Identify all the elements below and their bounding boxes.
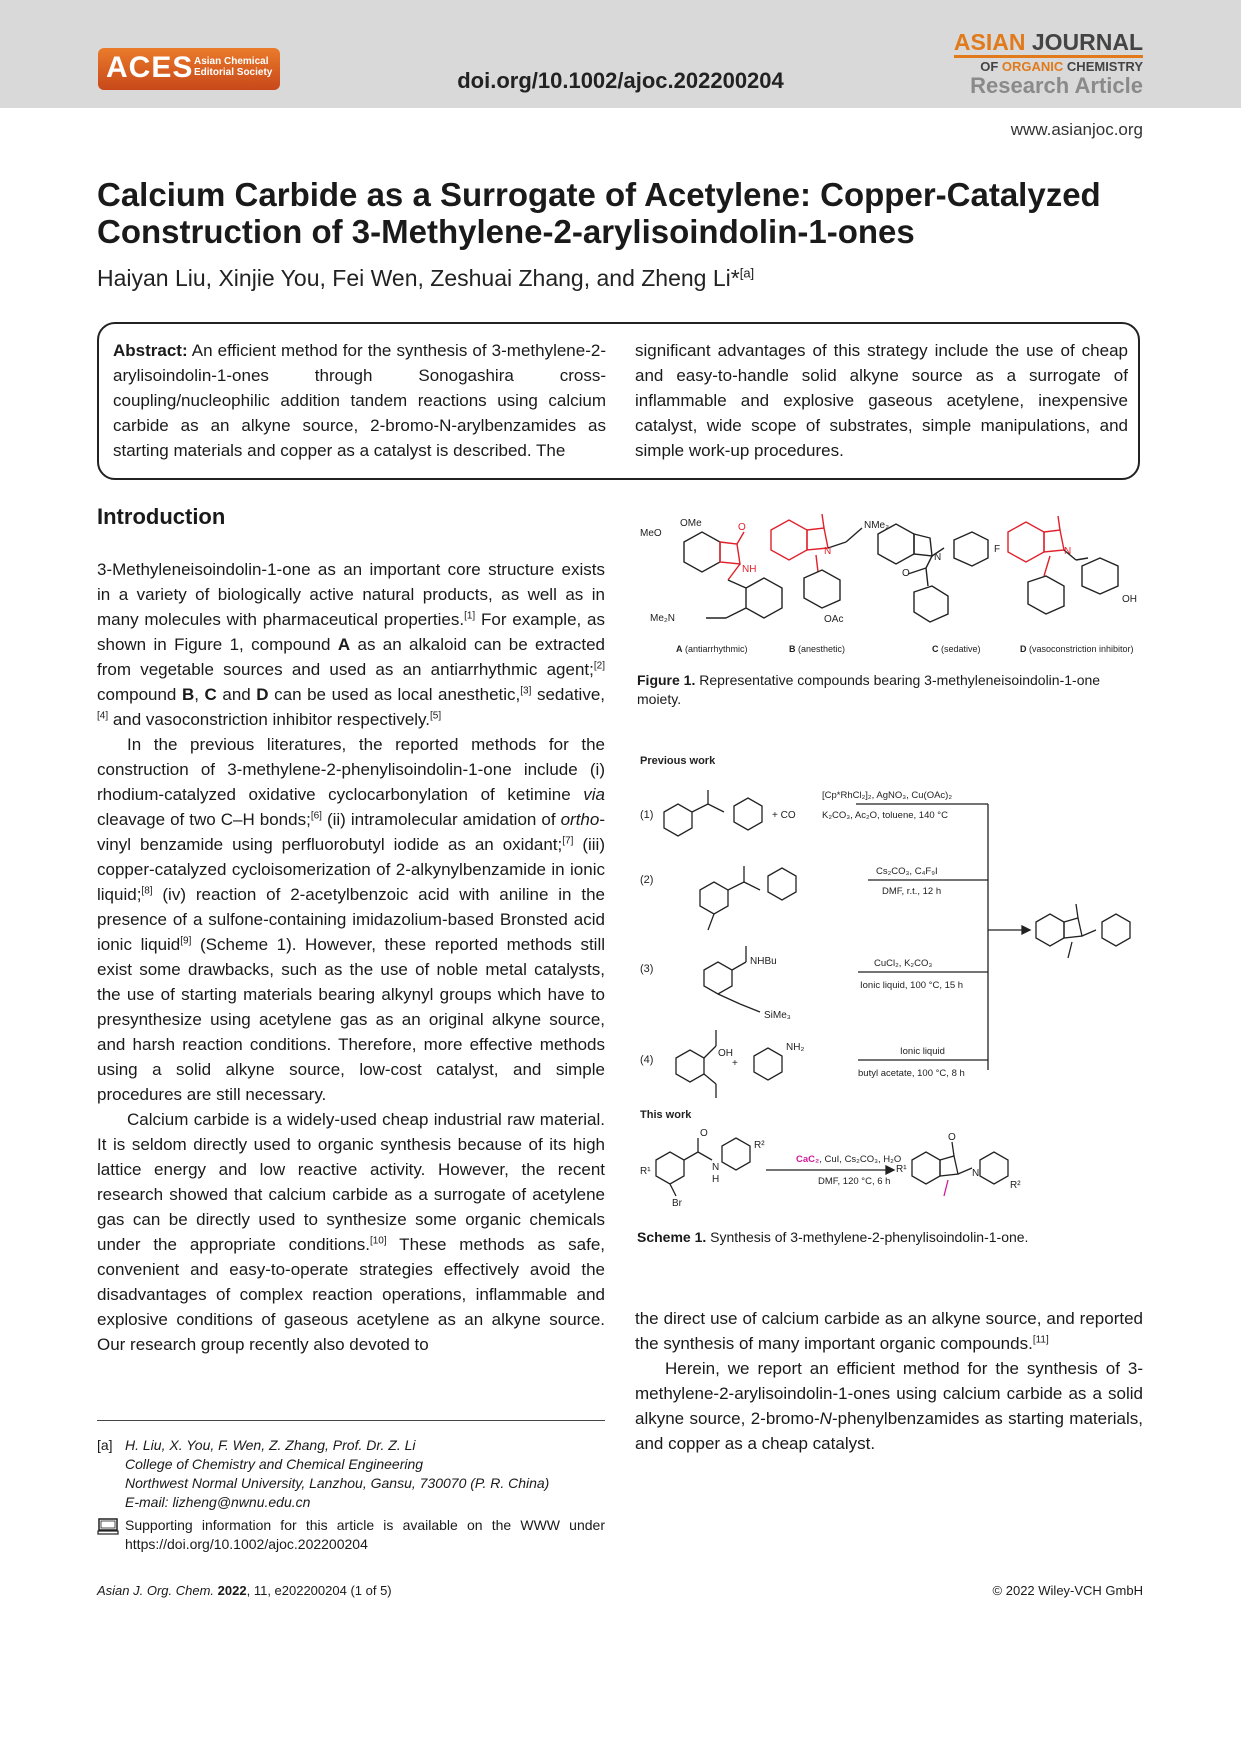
journal-logo-rule xyxy=(954,55,1143,58)
citation-ref[interactable]: [5] xyxy=(430,710,442,722)
atom-label: NH₂ xyxy=(786,1042,805,1053)
paragraph-1 xyxy=(97,557,605,732)
compound-b-benzene-ring xyxy=(771,520,807,560)
abstract-text-right: significant advantages of this strategy include the use of cheap and easy-to-handle solid alkyne source as a surrogate of inflammable and explosive gaseous acetylene, inexpensive catalyst, wide scope of substrates, simple manipulations, and simple work-up procedures. xyxy=(635,341,1128,460)
text-run-italic: via xyxy=(583,785,605,804)
reactant-ring xyxy=(768,868,796,900)
product-ring xyxy=(1036,914,1064,946)
reactant-ring xyxy=(754,1048,782,1080)
reactant-ring xyxy=(704,962,732,994)
text-run: and xyxy=(216,685,257,704)
text-run: the direct use of calcium carbide as an alkyne source, and reported the synthesis of many important organic compounds. xyxy=(635,1309,1143,1353)
affiliation-mark: [a] xyxy=(739,265,755,281)
publisher-logo-text: ACES xyxy=(106,51,194,84)
atom-label: O xyxy=(700,1128,708,1139)
section-heading-introduction: Introduction xyxy=(97,504,226,529)
atom-label: N xyxy=(712,1162,720,1173)
abstract-text-left: An efficient method for the synthesis of 3-methylene-2-arylisoindolin-1-ones through Sonogashira cross-coupling/nucleophilic addition tandem reactions using calcium carbide as an alkyne source, 2-bromo-N-arylbenzamides as starting materials and copper as a catalyst is described. The xyxy=(113,341,606,460)
atom-label: Me₂N xyxy=(650,613,675,624)
condition-text: Ionic liquid, 100 °C, 15 h xyxy=(860,980,964,991)
article-type: Research Article xyxy=(970,73,1143,98)
publisher-logo-sub2: Editorial Society xyxy=(194,67,273,78)
atom-label: N xyxy=(934,552,942,563)
citation-ref[interactable]: [1] xyxy=(464,610,476,622)
compound-a-aryl-ring xyxy=(746,578,782,618)
condition-text: DMF, r.t., 12 h xyxy=(882,886,942,897)
condition-text: Ionic liquid xyxy=(900,1046,945,1057)
abstract-label: Abstract: xyxy=(113,341,188,360)
compound-d-hydroxyphenyl-ring xyxy=(1082,558,1118,594)
journal-word-organic: ORGANIC xyxy=(1001,59,1064,74)
title-line-2: Construction of 3-Methylene-2-arylisoindolin-1-ones xyxy=(97,213,915,250)
citation-ref[interactable]: [9] xyxy=(180,935,192,947)
journal-word-chemistry: CHEMISTRY xyxy=(1066,59,1143,74)
reactant-ring xyxy=(722,1138,750,1170)
supporting-info-text[interactable]: Supporting information for this article is available on the WWW under https://doi.org/10.1002/ajoc.202200204 xyxy=(125,1517,605,1552)
reactant-ring xyxy=(664,804,692,836)
condition-text: K₂CO₃, Ac₂O, toluene, 140 °C xyxy=(822,810,948,821)
text-run: (iii) copper-catalyzed cycloisomerization of 2-alkynylbenzamide in ionic liquid; xyxy=(97,835,605,904)
reaction-number: (4) xyxy=(640,1054,654,1066)
figure-1-caption xyxy=(637,671,1145,709)
text-run: 3-Methyleneisoindolin-1-one as an important core structure exists in a variety of biologically active natural products, as well as in many molecules with pharmaceutical properties. xyxy=(97,560,605,629)
figure-1-label-a: A (antiarrhythmic) xyxy=(676,644,748,654)
atom-label: N xyxy=(972,1168,980,1179)
left-column-body xyxy=(97,557,605,1357)
paragraph-3-continued xyxy=(635,1306,1143,1356)
atom-label: OH xyxy=(1122,594,1137,605)
text-run-italic: N xyxy=(819,1409,832,1428)
footnote-university: Northwest Normal University, Lanzhou, Gansu, 730070 (P. R. China) xyxy=(125,1475,550,1491)
compound-ref: C xyxy=(204,685,217,704)
footnote-divider xyxy=(97,1420,605,1421)
atom-label: R¹ xyxy=(896,1164,907,1175)
atom-label: NMe₂ xyxy=(864,520,889,531)
text-run: cleavage of two C–H bonds; xyxy=(97,810,311,829)
journal-website[interactable]: www.asianjoc.org xyxy=(1010,120,1143,139)
atom-label: OH xyxy=(718,1048,733,1059)
atom-label: R¹ xyxy=(640,1166,651,1177)
scheme-plus: + xyxy=(732,1058,738,1069)
compound-ref: B xyxy=(181,685,195,704)
text-run: Herein, we report an efficient method for the synthesis of 3-methylene-2-arylisoindolin-1-ones using calcium carbide as a solid alkyne source, 2-bromo- xyxy=(635,1359,1143,1428)
text-run: (ii) intramolecular amidation of xyxy=(321,810,561,829)
text-run: can be used as local anesthetic, xyxy=(268,685,521,704)
compound-d-benzene-ring xyxy=(1008,522,1044,562)
figure-1-structures xyxy=(636,510,1144,660)
citation-ref[interactable]: [11] xyxy=(1032,1334,1049,1346)
atom-label: O xyxy=(948,1132,956,1143)
paragraph-2 xyxy=(97,732,605,1107)
compound-d-lactam-ring xyxy=(1044,530,1064,552)
compound-a-benzene-ring xyxy=(684,532,720,572)
paragraph-4 xyxy=(635,1356,1143,1456)
figure-1-caption-text: Representative compounds bearing 3-methyleneisoindolin-1-one moiety. xyxy=(637,672,1101,707)
text-run: Calcium carbide is a widely-used cheap industrial raw material. It is seldom directly used to organic synthesis because of its high lattice energy and low reactive activity. However, the recent research showed that calcium carbide as a surrogate of acetylene gas can be directly used to synthesize some organic chemicals under the appropriate conditions. xyxy=(97,1110,605,1254)
scheme-1-caption xyxy=(637,1228,1145,1247)
citation-ref[interactable]: [8] xyxy=(141,885,153,897)
scheme-1-caption-label: Scheme 1. xyxy=(637,1229,707,1245)
abstract-box xyxy=(97,322,1140,480)
atom-label: NH xyxy=(742,564,757,575)
abstract-right-column xyxy=(635,338,1128,463)
atom-label: N xyxy=(1064,546,1072,557)
reaction-number: (2) xyxy=(640,874,654,886)
compound-a-lactam-ring xyxy=(720,542,740,564)
citation-footer xyxy=(97,1583,392,1598)
atom-label: NHBu xyxy=(750,956,777,967)
right-column-body xyxy=(635,1306,1143,1456)
footnote-email[interactable]: E-mail: lizheng@nwnu.edu.cn xyxy=(125,1494,311,1510)
atom-label: R² xyxy=(1010,1180,1021,1191)
atom-label: OMe xyxy=(680,518,702,529)
atom-label: MeO xyxy=(640,528,662,539)
text-run: compound xyxy=(97,685,182,704)
doi-link[interactable]: doi.org/10.1002/ajoc.202200204 xyxy=(457,68,784,93)
compound-c-fluorophenyl-ring xyxy=(954,532,988,566)
atom-label: H xyxy=(712,1174,720,1185)
text-run-italic: ortho xyxy=(560,810,600,829)
compound-c-piperazine-ring xyxy=(914,586,948,622)
citation-ref[interactable]: [4] xyxy=(97,710,109,722)
citation-journal: Asian J. Org. Chem. xyxy=(97,1583,215,1598)
scheme-plus-co: + CO xyxy=(772,810,796,821)
affiliation-footnote xyxy=(97,1436,605,1554)
text-run: (iv) reaction of 2-acetylbenzoic acid with aniline in the presence of a sulfone-containing imidazolium-based Bronsted acid ionic liquid xyxy=(97,885,605,954)
figure-1-label-c: C (sedative) xyxy=(932,644,981,654)
scheme-heading-this-work: This work xyxy=(640,1109,692,1121)
scheme-1 xyxy=(636,750,1144,1220)
atom-label: O xyxy=(902,568,910,579)
text-run: These methods as safe, convenient and easy-to-operate strategies effectively avoid the disadvantages of complex reaction operations, inflammable and explosive conditions of gaseous acetylene as an alkyne source. Our research group recently also devoted to xyxy=(97,1235,605,1354)
supporting-info-note xyxy=(97,1516,605,1554)
condition-text: DMF, 120 °C, 6 h xyxy=(818,1176,891,1187)
condition-text: Cs₂CO₃, C₄F₉I xyxy=(876,866,938,877)
citation-ref[interactable]: [7] xyxy=(562,835,574,847)
text-run: -vinyl benzamide using perfluorobutyl iodide as an oxidant; xyxy=(97,810,605,854)
compound-c-pyrrolidine-ring xyxy=(914,534,932,556)
copyright: © 2022 Wiley-VCH GmbH xyxy=(992,1583,1143,1598)
product-ring xyxy=(912,1152,940,1184)
author-list xyxy=(97,265,754,292)
reactant-ring xyxy=(656,1152,684,1184)
journal-word-asian: ASIAN xyxy=(953,29,1026,55)
reactant-ring xyxy=(700,882,728,914)
atom-label: OAc xyxy=(824,614,844,625)
journal-name-line2 xyxy=(954,60,1143,74)
authors-text: Haiyan Liu, Xinjie You, Fei Wen, Zeshuai Zhang, and Zheng Li* xyxy=(97,265,740,291)
text-run: , xyxy=(194,685,205,704)
text-run: sedative, xyxy=(531,685,605,704)
title-line-1: Calcium Carbide as a Surrogate of Acetylene: Copper-Catalyzed xyxy=(97,176,1101,213)
footnote-names: H. Liu, X. You, F. Wen, Z. Zhang, Prof. Dr. Z. Li xyxy=(125,1437,416,1453)
atom-label: Br xyxy=(672,1198,682,1209)
condition-text: butyl acetate, 100 °C, 8 h xyxy=(858,1068,965,1079)
condition-text: [Cp*RhCl₂]₂, AgNO₃, Cu(OAc)₂ xyxy=(822,790,953,801)
citation-ref[interactable]: [6] xyxy=(310,810,322,822)
compound-d-styryl-ring xyxy=(1028,576,1064,614)
reaction-number: (1) xyxy=(640,809,654,821)
computer-icon xyxy=(97,1518,119,1536)
text-run: -phenylbenzamides as starting materials, and copper as a cheap catalyst. xyxy=(635,1409,1143,1453)
journal-name-line1 xyxy=(954,30,1143,54)
condition-text: CaC₂, CuI, Cs₂CO₃, H₂O xyxy=(796,1154,902,1165)
product-ring xyxy=(1102,914,1130,946)
atom-label: F xyxy=(994,544,1001,555)
condition-text: CuCl₂, K₂CO₃ xyxy=(874,958,933,969)
publisher-logo-sub1: Asian Chemical xyxy=(194,56,269,67)
compound-b-aryl-ring xyxy=(804,570,840,608)
footnote-affiliation xyxy=(97,1436,605,1512)
text-run: and vasoconstriction inhibitor respectively. xyxy=(108,710,431,729)
citation-year: 2022 xyxy=(214,1583,247,1598)
text-run: For example, as shown in Figure 1, compound xyxy=(97,610,605,654)
text-run: In the previous literatures, the reported methods for the construction of 3-methylene-2-phenylisoindolin-1-one include (i) rhodium-catalyzed oxidative cyclocarbonylation of ketimine xyxy=(97,735,605,804)
text-run: as an alkaloid can be extracted from vegetable sources and used as an antiarrhythmic agent; xyxy=(97,635,605,679)
atom-label: R² xyxy=(754,1140,765,1151)
paragraph-3 xyxy=(97,1107,605,1357)
citation-ref[interactable]: [10] xyxy=(369,1235,387,1247)
atom-label: O xyxy=(738,522,746,533)
abstract-left-column xyxy=(113,338,606,463)
journal-word-journal: JOURNAL xyxy=(1031,29,1143,55)
journal-word-of: OF xyxy=(980,59,999,74)
article-title xyxy=(97,176,1157,250)
footnote-mark: [a] xyxy=(97,1437,113,1453)
citation-ref[interactable]: [3] xyxy=(520,685,532,697)
reaction-number: (3) xyxy=(640,963,654,975)
citation-ref[interactable]: [2] xyxy=(593,660,605,672)
atom-label: N xyxy=(824,546,832,557)
text-run: (Scheme 1). However, these reported methods still exist some drawbacks, such as the use of noble metal catalysts, the use of starting materials bearing alkynyl groups which have to presynthesize using acetylene gas as an original alkyne source, and harsh reaction conditions. Therefore, more effective methods using a solid alkyne source, low-cost catalyst, and simple procedures are still necessary. xyxy=(97,935,605,1104)
figure-1-label-b: B (anesthetic) xyxy=(789,644,846,654)
compound-ref: A xyxy=(337,635,351,654)
citation-rest: , 11, e202200204 (1 of 5) xyxy=(246,1583,392,1598)
product-ring xyxy=(980,1152,1008,1184)
figure-1-caption-label: Figure 1. xyxy=(637,672,696,688)
compound-ref: D xyxy=(256,685,269,704)
journal-logo[interactable] xyxy=(954,30,1143,98)
footnote-department: College of Chemistry and Chemical Engineering xyxy=(125,1456,424,1472)
scheme-heading-previous: Previous work xyxy=(640,755,716,767)
scheme-1-caption-text: Synthesis of 3-methylene-2-phenylisoindolin-1-one. xyxy=(706,1229,1029,1245)
reactant-ring xyxy=(676,1050,704,1082)
figure-1-label-d: D (vasoconstriction inhibitor) xyxy=(1020,644,1134,654)
atom-label: SiMe₃ xyxy=(764,1010,791,1021)
reactant-ring xyxy=(734,798,762,830)
